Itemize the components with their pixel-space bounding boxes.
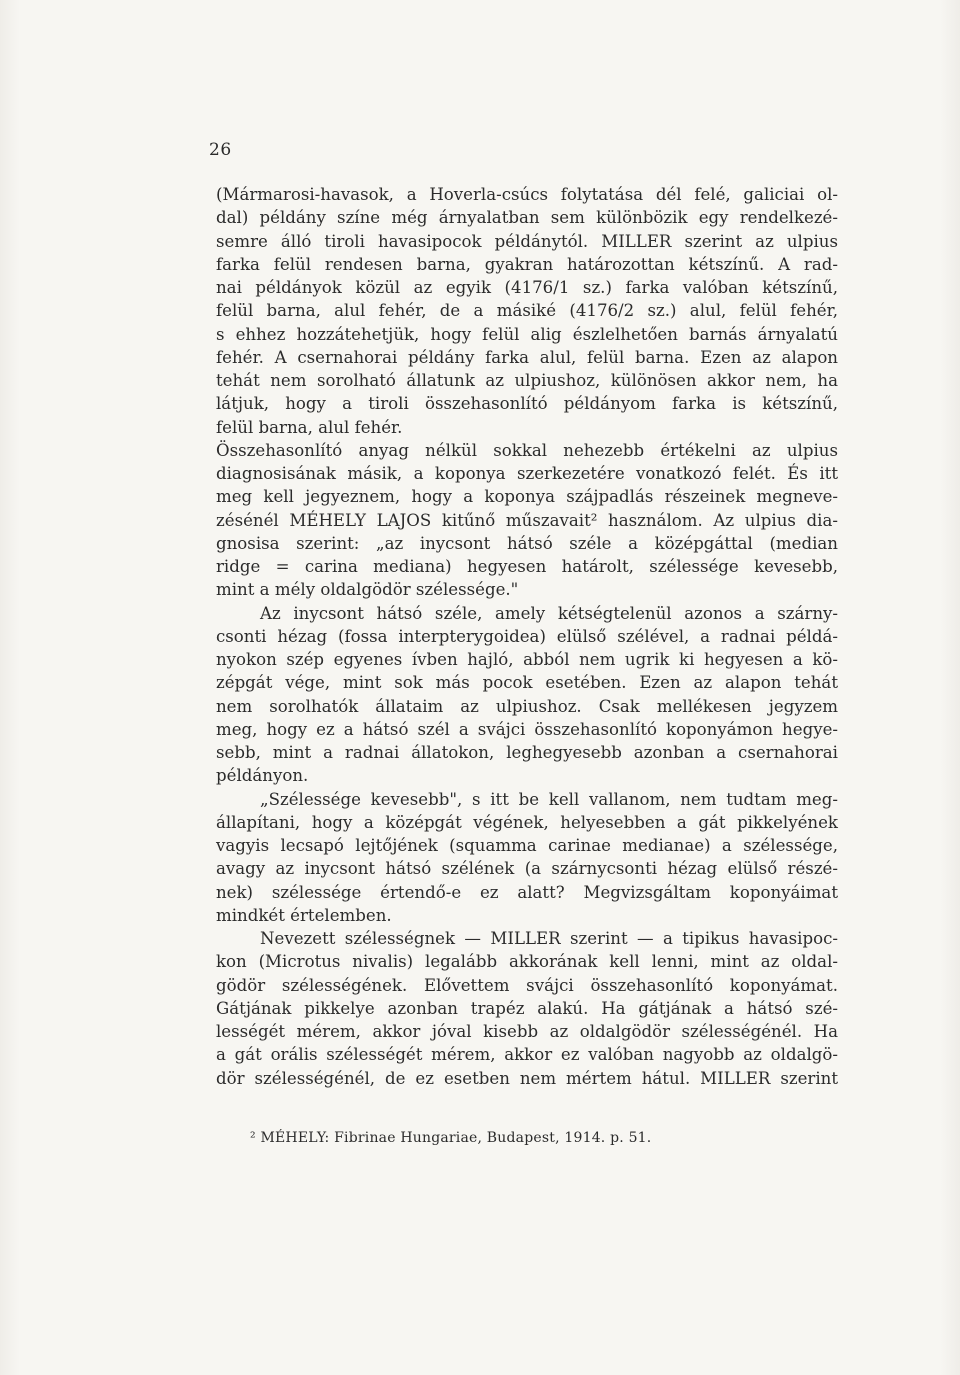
text-line: Nevezett szélességnek — MILLER szerint — a tipikus havasipoc- — [260, 929, 838, 948]
text-line: ridge = carina mediana) hegyesen határolt, szélessége kevesebb, — [216, 557, 838, 576]
footnote: ² MÉHELY: Fibrinae Hungariae, Budapest, 1914. p. 51. — [250, 1130, 652, 1146]
text-line: avagy az inycsont hátsó szélének (a szárnycsonti hézag elülső részé- — [216, 859, 838, 879]
text-line: mint a mély oldalgödör szélessége." — [216, 580, 519, 600]
text-line: látjuk, hogy a tiroli összehasonlító példányom farka is kétszínű, — [216, 394, 838, 414]
text-line: csonti hézag (fossa interpterygoidea) elülső szélével, a radnai példá- — [216, 626, 838, 646]
text-line: kon (Microtus nivalis) legalább akkorának kell lenni, mint az oldal- — [216, 952, 838, 972]
text-line: példányon. — [216, 766, 309, 786]
text-line: (Mármarosi-havasok, a Hoverla-csúcs folytatása dél felé, galiciai ol- — [216, 185, 838, 204]
text-line: meg, hogy ez a hátsó szél a svájci összehasonlító koponyámon hegye- — [216, 719, 838, 739]
text-line: lességét mérem, akkor jóval kisebb az oldalgödör szélességénél. Ha — [216, 1022, 838, 1041]
text-line: semre álló tiroli havasipocok példánytól. MILLER szerint az ulpius — [216, 231, 838, 251]
text-line: dal) példány színe még árnyalatban sem különbözik egy rendelkezé- — [216, 208, 838, 228]
text-line: felül barna, alul fehér. — [216, 417, 403, 437]
text-line: s ehhez hozzátehetjük, hogy felül alig észlelhetően barnás árnyalatú — [216, 324, 838, 344]
text-line: sebb, mint a radnai állatokon, leghegyesebb azonban a csernahorai — [216, 743, 838, 762]
text-line: meg kell jegyeznem, hogy a koponya szájpadlás részeinek megneve- — [216, 487, 838, 507]
text-line: Az inycsont hátsó széle, amely kétségtelenül azonos a szárny- — [260, 603, 838, 623]
text-line: zésénél MÉHELY LAJOS kitűnő műszavait² használom. Az ulpius dia- — [216, 510, 838, 530]
text-line: Gátjának pikkelye azonban trapéz alakú. Ha gátjának a hátsó szé- — [216, 998, 838, 1018]
text-line: farka felül rendesen barna, gyakran határozottan kétszínű. A rad- — [216, 254, 838, 274]
text-line: diagnosisának másik, a koponya szerkezetére vonatkozó felét. És itt — [216, 464, 838, 483]
text-line: a gát orális szélességét mérem, akkor ez valóban nagyobb az oldalgö- — [216, 1045, 838, 1065]
text-line: Összehasonlító anyag nélkül sokkal nehezebb értékelni az ulpius — [216, 440, 838, 460]
text-line: vagyis lecsapó lejtőjének (squamma carinae medianae) a szélessége, — [216, 836, 838, 855]
text-line: fehér. A csernahorai példány farka alul, felül barna. Ezen az alapon — [216, 347, 838, 367]
text-line: állapítani, hogy a középgát végének, helyesebben a gát pikkelyének — [216, 812, 838, 832]
text-line: tehát nem sorolható állatunk az ulpiushoz, különösen akkor nem, ha — [216, 371, 838, 390]
text-line: „Szélessége kevesebb", s itt be kell vallanom, nem tudtam meg- — [260, 789, 838, 809]
text-line: gnosisa szerint: „az inycsont hátsó széle a középgáttal (median — [216, 533, 838, 553]
text-line: nek) szélessége értendő-e ez alatt? Megvizsgáltam koponyáimat — [216, 882, 838, 902]
text-line: felül barna, alul fehér, de a másiké (4176/2 sz.) alul, felül fehér, — [216, 301, 838, 321]
page-number: 26 — [209, 140, 232, 160]
text-line: mindkét értelemben. — [216, 905, 392, 925]
text-line: nem sorolhatók állataim az ulpiushoz. Csak mellékesen jegyzem — [216, 696, 838, 716]
text-line: gödör szélességének. Elővettem svájci összehasonlító koponyámat. — [216, 975, 838, 995]
text-line: nai példányok közül az egyik (4176/1 sz.) farka valóban kétszínű, — [216, 278, 838, 297]
text-line: zépgát vége, mint sok más pocok esetében. Ezen az alapon tehát — [216, 673, 838, 693]
text-line: nyokon szép egyenes ívben hajló, abból nem ugrik ki hegyesen a kö- — [216, 650, 838, 669]
text-line: dör szélességénél, de ez esetben nem mértem hátul. MILLER szerint — [216, 1068, 838, 1088]
